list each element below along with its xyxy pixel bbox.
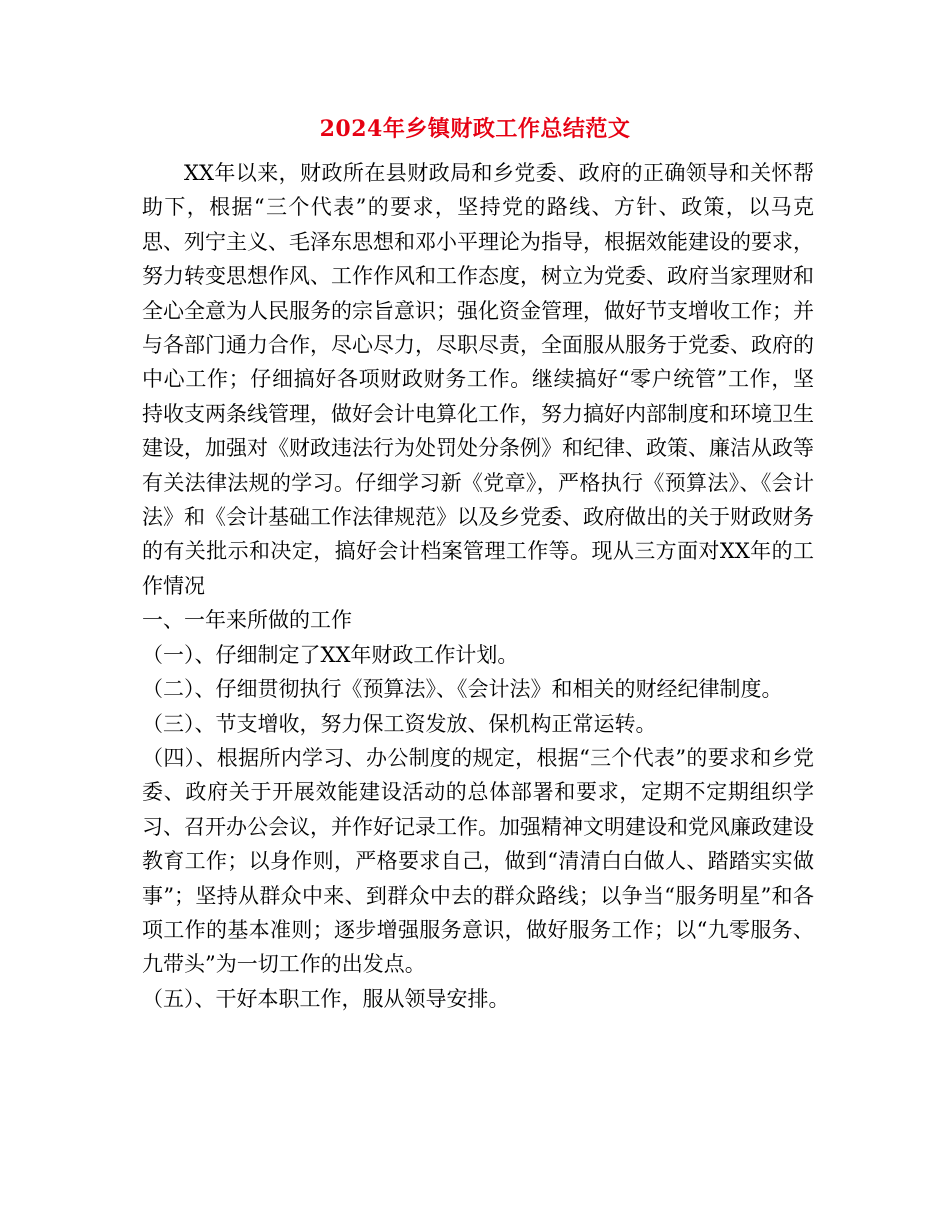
list-item: （五）、干好本职工作，服从领导安排。 (142, 986, 510, 1011)
list-item: （一）、仔细制定了XX年财政工作计划。 (142, 642, 519, 667)
list-item: （四）、根据所内学习、办公制度的规定，根据“三个代表”的要求和乡党委、政府关于开展效能建设活动的总体部署和要求，定期不定期组织学习、召开办公会议，并作好记录工作。加强精神文明建设和党风廉政建设教育工作；以身作则，严格要求自己，做到“清清白白做人、踏踏实实做事”；坚持从群众中来、到群众中去的群众路线；以争当“服务明星”和各项工作的基本准则；逐步增强服务意识，做好服务工作；以“九零服务、九带头”为一切工作的出发点。 (142, 745, 814, 977)
document-title: 2024年乡镇财政工作总结范文 (319, 116, 631, 142)
section-heading: 一、一年来所做的工作 (142, 608, 352, 633)
document-body (142, 156, 814, 1016)
intro-paragraph: XX年以来，财政所在县财政局和乡党委、政府的正确领导和关怀帮助下，根据“三个代表”的要求，坚持党的路线、方针、政策，以马克思、列宁主义、毛泽东思想和邓小平理论为指导，根据效能建设的要求，努力转变思想作风、工作作风和工作态度，树立为党委、政府当家理财和全心全意为人民服务的宗旨意识；强化资金管理，做好节支增收工作；并与各部门通力合作，尽心尽力，尽职尽责，全面服从服务于党委、政府的中心工作；仔细搞好各项财政财务工作。继续搞好“零户统管”工作，坚持收支两条线管理，做好会计电算化工作，努力搞好内部制度和环境卫生建设，加强对《财政违法行为处罚处分条例》和纪律、政策、廉洁从政等有关法律法规的学习。仔细学习新《党章》，严格执行《预算法》、《会计法》和《会计基础工作法律规范》以及乡党委、政府做出的关于财政财务的有关批示和决定，搞好会计档案管理工作等。现从三方面对XX年的工作情况 (142, 161, 814, 598)
list-item: （二）、仔细贯彻执行《预算法》、《会计法》和相关的财经纪律制度。 (142, 677, 783, 702)
list-item: （三）、节支增收，努力保工资发放、保机构正常运转。 (142, 711, 657, 736)
